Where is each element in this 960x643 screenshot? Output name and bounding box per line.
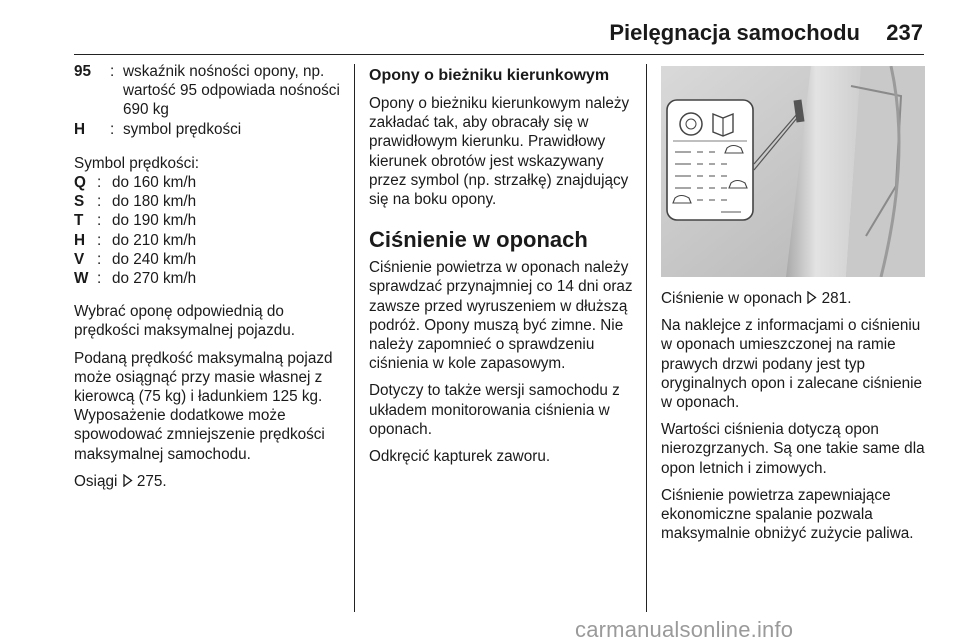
paragraph: Na naklejce z informacjami o ciśnieniu w oponach umieszczonej na ramie prawych drzwi podany jest typ oryginalnych opon i zalecane ciśnienie w oponach. bbox=[661, 317, 923, 412]
section-heading-large: Ciśnienie w oponach bbox=[369, 227, 588, 253]
paragraph: Podaną prędkość maksymalną pojazd może osiągnąć przy masie własnej z kierowcą (75 kg) i ładunkiem 125 kg. Wyposażenie dodatkowe może spowodować zmniejszenie prędkości maksymalnej samochodu. bbox=[74, 349, 333, 463]
load-definition: 95 : wskaźnik nośności opony, np. wartość 95 odpowiada nośności 690 kg bbox=[74, 62, 346, 120]
paragraph: Ciśnienie powietrza w oponach należy sprawdzać przynajmniej co 14 dni oraz zawsze przed wyruszeniem w dłuższą podróż. Opony muszą być zimne. Nie należy zapomnieć o sprawdzeniu ciśnienia w kole zapasowym. bbox=[369, 259, 633, 373]
watermark: carmanualsonline.info bbox=[575, 617, 794, 642]
paragraph: Odkręcić kapturek zaworu. bbox=[369, 448, 551, 466]
speed-definition: Q : do 160 km/h bbox=[74, 174, 197, 192]
section-heading: Opony o bieżniku kierunkowym bbox=[369, 67, 610, 84]
speed-definition: T : do 190 km/h bbox=[74, 212, 197, 230]
column-1 bbox=[74, 62, 346, 491]
speed-definition: S : do 180 km/h bbox=[74, 193, 197, 211]
paragraph: Wartości ciśnienia dotyczą opon nierozgrzanych. Są one takie same dla opon letnich i zimowych. bbox=[661, 421, 925, 477]
column-divider bbox=[354, 64, 355, 612]
reference-page: 281. bbox=[821, 290, 852, 307]
column-3 bbox=[661, 289, 927, 543]
tire-pressure-label-photo bbox=[661, 66, 925, 277]
cross-reference[interactable]: Osiągi 275. bbox=[74, 472, 167, 490]
paragraph: Opony o bieżniku kierunkowym należy zakładać tak, aby obracały się w prawidłowym kierunku. Prawidłowy kierunek obrotów jest wskazywany przez symbol (np. strzałkę) znajdujący się na boku opony. bbox=[369, 95, 630, 209]
definition-key: H bbox=[74, 120, 86, 138]
speed-symbol-heading: Symbol prędkości: bbox=[74, 154, 199, 172]
definition-value: wskaźnik nośności opony, np. wartość 95 odpowiada nośności 690 kg bbox=[123, 63, 340, 119]
header-rule bbox=[74, 54, 924, 55]
page-number: 237 bbox=[886, 20, 923, 45]
speed-definition: V : do 240 km/h bbox=[74, 250, 197, 268]
definition-value: symbol prędkości bbox=[123, 120, 242, 138]
reference-page: 275. bbox=[136, 472, 167, 490]
column-divider bbox=[646, 64, 647, 612]
speed-definition: W : do 270 km/h bbox=[74, 270, 197, 288]
page-header-title: Pielęgnacja samochodu bbox=[609, 20, 860, 45]
paragraph: Dotyczy to także wersji samochodu z układem monitorowania ciśnienia w oponach. bbox=[369, 382, 620, 438]
definition-key: 95 bbox=[74, 63, 92, 80]
load-definition: H : symbol prędkości bbox=[74, 120, 346, 139]
page-reference-icon bbox=[122, 474, 133, 487]
paragraph: Ciśnienie powietrza zapewniające ekonomiczne spalanie pozwala maksymalnie obniżyć zużycie paliwa. bbox=[661, 486, 914, 543]
cross-reference[interactable]: Ciśnienie w oponach 281. bbox=[661, 290, 852, 307]
speed-definition: H : do 210 km/h bbox=[74, 231, 197, 249]
paragraph: Wybrać oponę odpowiednią do prędkości maksymalnej pojazdu. bbox=[74, 303, 296, 340]
page-reference-icon bbox=[806, 291, 817, 304]
column-2 bbox=[369, 62, 637, 466]
